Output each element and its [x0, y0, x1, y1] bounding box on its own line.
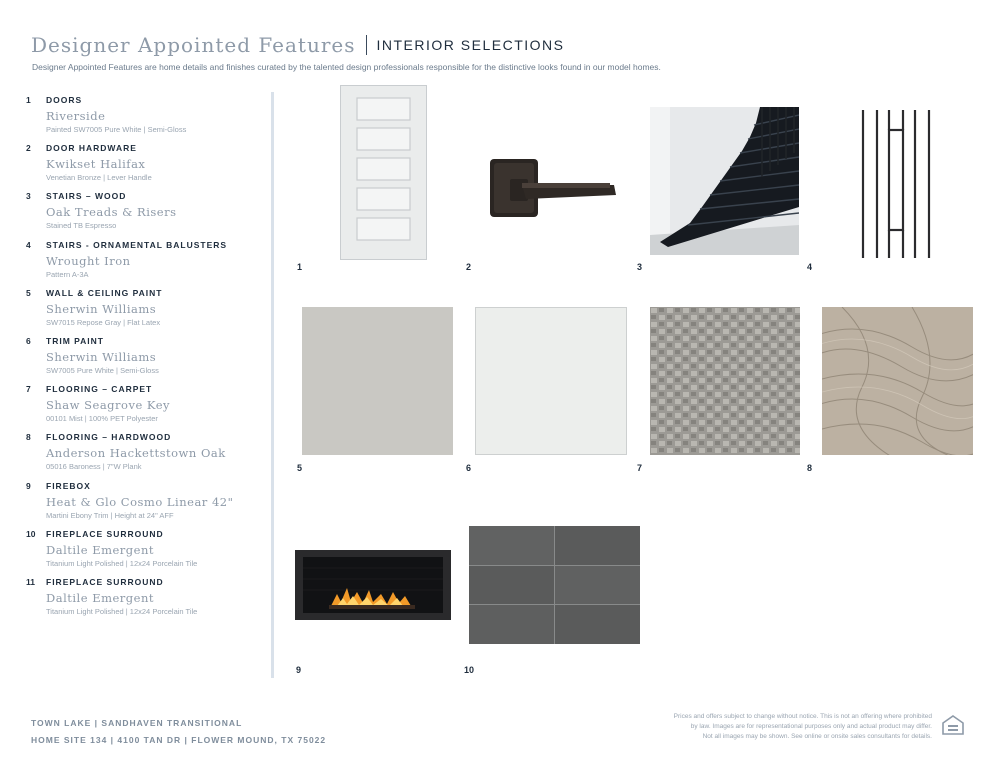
equal-housing-icon [941, 714, 965, 738]
item-name: Wrought Iron [46, 253, 131, 268]
item-category: STAIRS - ORNAMENTAL BALUSTERS [46, 239, 228, 250]
item-name: Daltile Emergent [46, 542, 154, 557]
selection-list [26, 95, 266, 625]
swatch-number: 1 [297, 262, 303, 272]
item-detail: SW7015 Repose Gray | Flat Latex [46, 317, 161, 327]
list-item [26, 143, 266, 191]
item-number: 8 [26, 432, 31, 443]
item-category: FIREPLACE SURROUND [46, 576, 164, 587]
page-title [31, 33, 564, 57]
swatch-number: 7 [637, 463, 643, 473]
item-detail: Stained TB Espresso [46, 221, 117, 231]
footer-disclaimer [674, 712, 932, 742]
item-category: DOORS [46, 95, 83, 105]
item-detail: SW7005 Pure White | Semi-Gloss [46, 365, 159, 375]
item-number: 7 [26, 384, 31, 395]
list-item [26, 288, 266, 336]
item-name: Anderson Hackettstown Oak [46, 446, 226, 461]
item-detail: Titanium Light Polished | 12x24 Porcelain Tile [46, 558, 198, 568]
item-number: 9 [26, 480, 31, 491]
item-detail: Painted SW7005 Pure White | Semi-Gloss [46, 125, 187, 134]
title-separator [366, 35, 367, 55]
item-number: 6 [26, 335, 31, 346]
item-name: Daltile Emergent [46, 590, 154, 605]
item-category: FIREPLACE SURROUND [46, 528, 164, 539]
title-section: INTERIOR SELECTIONS [376, 37, 565, 53]
disclaimer-line: Prices and offers subject to change without notice. This is not an offering where prohibited [673, 713, 932, 720]
item-number: 11 [26, 576, 35, 587]
item-number: 10 [26, 528, 36, 539]
list-item [26, 336, 266, 384]
door-lever-image [486, 155, 618, 223]
carpet-image [650, 307, 800, 455]
swatch-number: 8 [807, 463, 813, 473]
item-category: FLOORING – HARDWOOD [46, 432, 172, 443]
item-number: 3 [26, 191, 31, 202]
item-detail: 05016 Baroness | 7"W Plank [46, 462, 142, 472]
list-item [26, 240, 266, 288]
swatch-number: 6 [466, 463, 472, 473]
disclaimer-line: by law. Images are for representational purposes only and actual product may differ. [690, 723, 932, 730]
list-item [26, 529, 266, 577]
item-detail: Titanium Light Polished | 12x24 Porcelain Tile [46, 606, 198, 616]
item-name: Shaw Seagrove Key [46, 398, 171, 413]
list-item [26, 384, 266, 432]
hardwood-image [822, 307, 973, 455]
balusters-image [855, 108, 935, 260]
title-main: Designer Appointed Features [31, 33, 356, 57]
list-item [26, 95, 266, 143]
footer-address [31, 715, 326, 749]
column-divider [271, 92, 274, 678]
page-subtitle: Designer Appointed Features are home details and finishes curated by the talented design professionals responsible for the distinctive looks found in our model homes. [32, 62, 661, 72]
item-category: DOOR HARDWARE [46, 143, 137, 154]
item-category: FIREBOX [46, 480, 91, 491]
footer-community: TOWN LAKE | SANDHAVEN TRANSITIONAL [31, 718, 243, 728]
item-detail: Martini Ebony Trim | Height at 24" AFF [46, 510, 174, 520]
item-category: WALL & CEILING PAINT [46, 287, 163, 298]
list-item [26, 191, 266, 239]
firebox-image [293, 548, 453, 622]
list-item [26, 577, 266, 625]
item-detail: Venetian Bronze | Lever Handle [46, 173, 152, 183]
item-number: 2 [26, 143, 31, 154]
disclaimer-line: Not all images may be shown. See online or onsite sales consultants for details. [702, 733, 932, 740]
stairs-image [650, 107, 799, 255]
pure-white-swatch [475, 307, 627, 455]
item-detail: 00101 Mist | 100% PET Polyester [46, 414, 158, 424]
item-name: Riverside [46, 109, 106, 123]
item-category: STAIRS – WOOD [46, 191, 127, 202]
item-name: Sherwin Williams [46, 301, 157, 316]
swatch-number: 2 [466, 262, 472, 272]
footer-homesite: HOME SITE 134 | 4100 TAN DR | FLOWER MOUND, TX 75022 [31, 735, 327, 745]
item-number: 1 [26, 95, 31, 105]
item-detail: Pattern A-3A [46, 269, 89, 279]
item-category: TRIM PAINT [46, 335, 105, 346]
item-name: Heat & Glo Cosmo Linear 42" [46, 494, 234, 509]
repose-gray-swatch [302, 307, 453, 455]
list-item [26, 432, 266, 480]
tile-image [469, 526, 640, 644]
swatch-number: 3 [637, 262, 643, 272]
swatch-number: 9 [296, 665, 302, 675]
item-name: Kwikset Halifax [46, 157, 146, 172]
item-name: Sherwin Williams [46, 349, 157, 364]
door-image [340, 85, 427, 260]
item-number: 4 [26, 239, 31, 250]
swatch-number: 5 [297, 463, 303, 473]
list-item [26, 481, 266, 529]
swatch-number: 10 [464, 665, 475, 675]
item-category: FLOORING – CARPET [46, 384, 153, 395]
item-number: 5 [26, 287, 31, 298]
item-name: Oak Treads & Risers [46, 205, 177, 220]
swatch-number: 4 [807, 262, 813, 272]
